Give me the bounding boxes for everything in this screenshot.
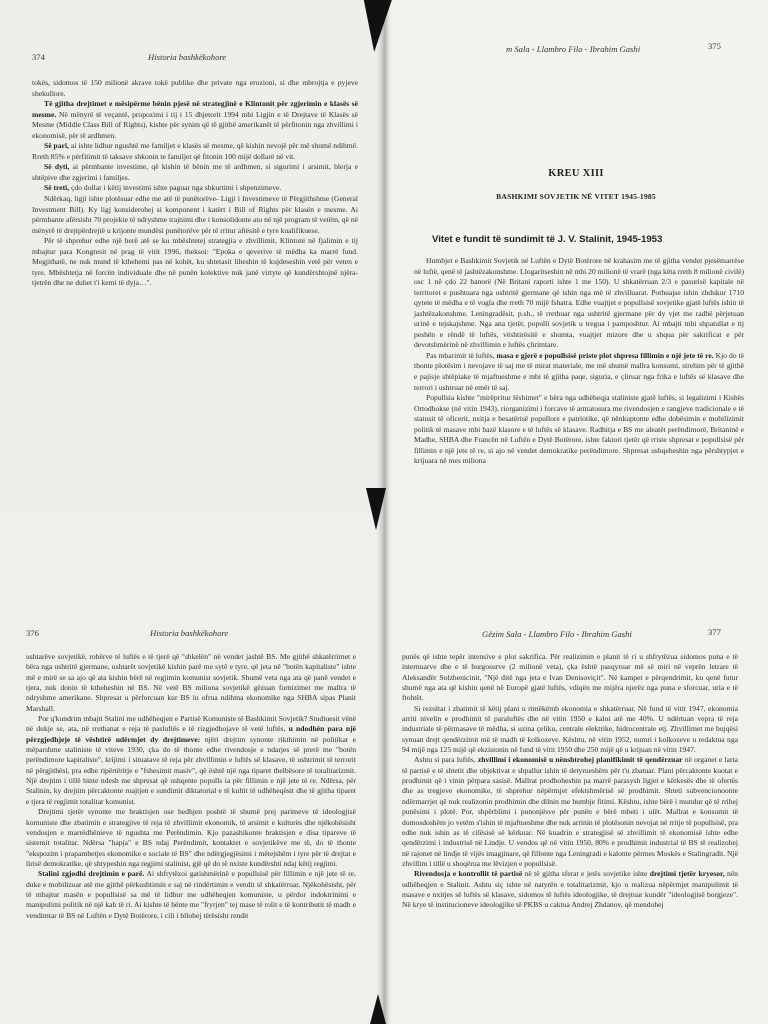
body-text <box>402 652 738 911</box>
paragraph <box>32 141 358 162</box>
body-text <box>414 256 744 467</box>
paragraph <box>32 78 358 99</box>
text-run: tokës, sidomos të 150 milionë akrave tokë publike dhe private nga erozioni, si dhe mbrojtja e pyjeve shekullore. <box>32 78 358 98</box>
paragraph <box>402 869 738 910</box>
page-header <box>0 512 384 638</box>
text-run: Ndërkaq, ligji ishte plotësuar edhe me atë të punëtorëve- Ligji i Investimeve të Përgjithshme (General Investment Bill). Ky ligj konsiderohej si komponent i katërt i Bill of Rights për klasën e mesme. Ai përmbante afërsisht 70 projekte të ndryshme trajnimi dhe i konsolidonte ato në një program të vetëm, që në mënyrë të drejtpërdrejtë u krijonte mundësi punëtorëve për të rritur aftësitë e tyre kualifikuese. <box>32 194 359 235</box>
text-run: ushtarëve sovjetikë, robërve të luftës e të tjerë që "shkelën" në vendet jashtë BS. Me gjithë shkatërrimet e bëra nga ushtritë gjermane, ushtarët sovjetikë kishin parë me sytë e tyre, që jeta në "botën kapitaliste" ishte më e mirë se sa ajo që ata kishin bërë në regjimin komunist sovjetik. Shumë veta nga ata që panë vendet e tjera, nuk donin të ktheheshin në BS. Në vetë BS miliona sovjetikë gëzuan furnizimet me mallra të ndryshme amerikane. Shpresat u përforcuan kur BS iu ofrua ndihma ekonomike nga SHBA sipas Planit Marshall. <box>26 652 356 713</box>
paragraph <box>26 652 356 714</box>
text-run: Ashtu si para luftës, <box>414 755 478 765</box>
paragraph <box>402 755 738 869</box>
paragraph <box>414 351 744 393</box>
bold-text: Së pari, <box>44 141 69 151</box>
text-run: Për të shprehur edhe një herë atë se ku mbështetej strategjia e zhvillimit, Klintoni në fjalimin e tij mbajtur para Kongresit në prag të vitit 1996, theksoi: "Epoka e qeverive të mëdha ka marrë fund. Megjithatë, ne nuk mund të kthehemi pas në kohët, ku shtetasit liheshin të kujdeseshin vetë për veten e tyre. Mbështetja në forcën individuale dhe në punën kolektive nuk janë virtyte që kundërshtojnë njëra-tjetrën dhe ne duhet t'i kemi të dyja…". <box>32 236 358 288</box>
text-run: Por q'kundrim mbajti Stalini me udhëheqjen e Partisë Komuniste të Bashkimit Sovjetik? Studiuesit vënë në dukje se, ata, në rrethanat e reja të pasluftës e të rizgjedhojave të vetë luftës, <box>26 714 356 734</box>
running-head: Gëzim Sala - Llambro Filo - Ibrahim Gashi <box>482 629 632 639</box>
text-run: Drejtimi tjetër synonte me braktisjen ose hedhjen poshtë të shumë prej parimeve të ideologjisë komuniste dhe zbatimin e strategjive të reja të zhvillimit ekonomik, të arsimit e kulturës dhe njëkohësisht vendosjen e marrëdhënieve të ngushta me Perëndimin. Kjo pazashikonte braktisjen e disa tipareve të sistemit totalitar. Ndërsa "hapja" e BS ndaj Perëndimit, kontaktet e sovjetikëve me të, do të thonte "ekspozim i prapambetjes ekonomike e sociale të BS" dhe ndërgjegjësimi i mëtejshëm i tyre për të drejtat e lirisë demokratike, që shtypeshin nga regjimi stalinist, gjë që do të nxiste kundërshti ndaj këtij regjimi. <box>26 807 356 868</box>
page-number: 377 <box>708 627 721 637</box>
bold-text: u ndodhën para një përzgjedhjeje të vështirë ndërmjet dy drejtimeve: <box>26 724 356 744</box>
paragraph <box>26 807 356 869</box>
bold-text: Të gjitha drejtimet e mësipërme bënin pjesë në strategjinë e Klintonit për zgjerimin e klasës së mesme. <box>32 99 358 119</box>
bold-text: masa e gjerë e popullsisë priste plot shpresa fillimin e një jete të re. <box>496 350 714 360</box>
page-376 <box>0 512 384 1024</box>
paragraph <box>414 256 744 351</box>
page-374 <box>0 0 384 512</box>
paragraph <box>402 652 738 704</box>
paragraph <box>414 393 744 467</box>
bold-text: Rivendosja e kontrollit të partisë <box>414 869 523 879</box>
page-number: 375 <box>708 41 721 51</box>
binding-clip-bottom <box>370 994 386 1024</box>
chapter-title: BASHKIMI SOVJETIK NË VITET 1945-1985 <box>496 192 656 201</box>
text-run: ai përmbante investime, që kishin të bënin me të ardhmen, si sigurimi i arsimit, blerja e shtëpive dhe zgjerimi i familjes. <box>32 162 358 182</box>
text-run: çdo dollar i këtij investimi ishte paguar nga shkurtimi i shpenzimeve. <box>69 183 282 193</box>
bold-text: zhvillimi i ekonomisë u nënshtrohej planifikimit të qendërzuar <box>477 755 683 765</box>
running-head: Historia bashkëkohore <box>150 628 229 638</box>
text-run: punës që ishte tepër intensive e plot sakrifica. Për realizimin e planit të ri u shfrytëzua sidomos puna e të internuarve dhe e të burgosurve (2 milionë veta), çka është pasqyruar më së miri në veprën letrare të Aleksandër Solzhenicinit, "Një ditë nga jeta e Ivan Denisoviçit". Në kampet e përqendrimit, ku qenë futur shumë nga ata që kishin qenë në Europë gjatë luftës, vdiqën me mijëra njerëz nga puna e sforcuar, uria e të ftohtët. <box>402 652 738 703</box>
page-header <box>0 0 384 62</box>
paragraph <box>32 162 358 183</box>
paragraph <box>32 236 358 289</box>
paragraph <box>32 194 358 236</box>
section-title: Vitet e fundit të sundimit të J. V. Stalinit, 1945-1953 <box>432 234 663 245</box>
body-text <box>26 652 356 921</box>
text-run: Kjo do të thonte plotësim i nevojave të saj me të mirat materiale, me më shumë mallra konsumi, strehim për të gjithë e pajisje shtëpiake të mjaftueshme e mbi të gjitha paqe, siguria, e çliruar nga frika e luftës së klasave dhe terrori i ushtruar në emër të saj. <box>414 350 744 392</box>
body-text <box>32 78 358 289</box>
running-head: Historia bashkëkohore <box>148 52 227 62</box>
page-number: 376 <box>26 628 39 638</box>
binding-clip-top <box>360 0 392 52</box>
running-head: m Sala - Llambro Filo - Ibrahim Gashi <box>506 44 641 54</box>
text-run: ai ishte lidhur ngushtë me familjet e klasës së mesme, që kishin nevojë për më shumë ndihmë. Rreth 85% e përfitimit të taksave shkonin te familjet që fitonin 100 mijë dollarë në vit. <box>32 141 358 161</box>
bold-text: drejtimi tjetër kryesor, <box>649 869 725 879</box>
text-run: Humbjet e Bashkimit Sovjetik në Luftën e Dytë Botërore në krahasim me të gjitha vendet pjesëmarrëse në luftë, qenë të jashtëzakonshme. Llogaritseshin në mbi 20 milionë të vrarë (nga këta rreth 8 milionë civilë) osc 1 në çdo 22 banorë (Në Britani raporti ishte 1 me 150). U shkatërruan 2/3 e pasurisë kapitale në territoret e pushtuara nga ushtritë gjermane që ishin nga më të zhvilluarat. Pothuajse ishin zhdukur 1710 qytete të mëdha e të vogla dhe rreth 70 mijë fshatra. Edhe vuajtjet e popullsisë sovjetike gjatë luftës ishin të jashtëzakonshme. Leningradësit, p.sh., të rrethuar nga ushtritë gjermane për dy vjet me radhë përjetuan urinë e tejskajshme. Nga ana tjetër, populli sovjetik u tregua i pamposhtur. Ai mbajti mbi shpatullat e tij peshën e rëndë të luftës, vështirësitë e shumta, vuajtjet mizore dhe u shqua për sakrificat e për devotshmërinë në zhvillimin e luftës çlirimtare. <box>414 256 745 350</box>
text-run: Pas mbarimit të luftës, <box>426 350 497 360</box>
binding-clip-middle <box>366 488 386 530</box>
bold-text: Së dyti, <box>44 162 70 172</box>
paragraph <box>32 183 358 194</box>
text-run: Si rezultat i zbatimit të këtij plani u rimëkëmb ekonomia e shkatërruar. Në fund të vitit 1947, ekonomia arriti nivelin e prodhimit të paraluftës dhe në vitin 1950 e kaloi atë me 40%. U ndërtuan vepra të reja industriale të përmasave të mëdha, si uzina çeliku, centrale elektrike, hidrocentrale etj. Zhvillimet me bujqësi synuan drejt qendërzimit më të madh të kolkozeve. Kështu, në vitin 1952, numri i kolkozeve u redaktua nga 94 mijë nga 125 mijë që ekzistonin në fund të vitit 1950 dhe 250 mijë që u krijuan në vitin 1947. <box>402 703 738 755</box>
chapter-number: KREU XIII <box>548 168 604 179</box>
text-run: njëri drejtim synonte rikthimin në politikat e mëparshme staliniste të viteve 1930, çka do të thonte edhe rivendosje e ndarjes së prerë me "botën perëndimore kapitaliste", krijimi i situatave të reja për zhvillimin e luftës së klasave, të ushtrimit të terrorit në përgjithësi, pra edhe ripërtëritje e "fshesimit masiv", që është një nga tiparet thelbësore të totalitarizmit. Një drejtim i tillë binte ndesh me shpresat që ushqente populls ia për fillimin e një jete të re. Ndërsa, për Stalinin, ky drejtim përcaktonte ruajtjen e sundimit diktatorial e të kultit të udhëheqësit dhe të gjitha tiparet e tjera të regjimit totalitar komunist. <box>26 734 356 806</box>
page-375 <box>384 0 768 512</box>
bold-text: Stalini zgjodhi drejtimin e parë. <box>38 869 145 879</box>
paragraph <box>32 99 358 141</box>
text-run: në të gjitha sferat e jetës sovjetike ishte <box>522 869 650 879</box>
bold-text: Së treti, <box>44 183 70 193</box>
page-header <box>384 0 768 54</box>
text-run: nën udhëheqjen e Stalinit. Ashtu siç ishte në natyrën e totalitarizmit, kjo u realizua nëpërmjet manipulimit të masave e nxitjes së luftës së klasave, sidomos të luftës ideologjike, të drejtuar kundër "ideologjisë borgjeze". Në krye të institucioneve ideologjike të PKBS u caktua Andrej Zhdanov, që mendohej <box>402 869 738 910</box>
paragraph <box>26 869 356 921</box>
text-run: Ai shfrytëzoi gatishmërinë e popullsisë për fillimin e një jete të re, duke e mobilizuar atë me gjithë përkushtimin e saj në rindërtimin e vendit të shkatërruar. Njëkohësisht, për të mbajtur masën e popullsisë sa më të lidhur me udhëheqjen komuniste, u përdor indoktrinimi e manipulimi politik në një kah të ri. Ai kishte të bënte me "fryrjen" tej mase të rolit e të kontributit të madh e vendimtar të BS në Luftën e Dytë Botërore, i cili i bllohej tërësisht rendit <box>26 869 356 920</box>
paragraph <box>26 714 356 807</box>
text-run: Në mënyrë të veçantë, propozimi i tij i 15 dhjetorit 1994 mbi Ligjin e të Drejtave të Klasës së Mesme (Middle Class Bill of Rights), kishte për synim që të gjithë amerikanët të përfitonin nga zhvillimi i ekonomisë, për të ardhmen. <box>32 109 358 140</box>
page-number: 374 <box>32 52 45 62</box>
page-377 <box>384 512 768 1024</box>
paragraph <box>402 704 738 756</box>
text-run: Popullsia kishte "mirëpritur lëshimet" e bëra nga udhëheqja staliniste gjatë luftës, si legalizimi i Kishës Ortodhokse (në vitin 1943), riorganizimi i forcave të armatosura me rivendosjen e rangjeve tradicionale e të statusit të oficerit, nxitja e besatërisë popullore e patriotike, që nënkuptonte edhe dobësimin e mobilizimit politik të masave mbi bazë klasore e të luftës së klasave. Radhitja e BS me aleatët perëndimorë, Britaninë e Madhe, SHBA dhe Francën në Luftën e Dytë Botërore, ishte faktori tjetër që rriste shpresat e popullsisë për fillimin e një jete të re, si ajo në vendet demokratike perëndimore. Shpresat ushqeheshin nga përshtypjet e krijuara në mes miliona <box>414 393 744 466</box>
text-run: në organet e larta të partisë e të shtetit dhe objektivat e shpallur ishin të detyrueshëm për t'u zbatuar. Plani përcaktonte kuotat e prodhimit që i vinin përpara sasisë. Mallrat prodhoheshin pa marrë parasysh ligjet e kërkesës dhe të ofertës dhe as tregjeve ekonomike, të shprehur nëpërmjet efektshmërisë së prodhimit. Shteti subvencionoonte ndërmarrjet që nuk realizonin prodhimin dhe dilnin me humbje fitimi. Kështu, ishte bërë i mundur që të rrihej punësimi i plotë. Por, shpërblimi i punonjësve për punën e bërë mbeti i ulët. Mallrat e konsumit të domosdoshëm jo vetëm s'ishin të mjaftueshme dhe nuk arrinin të plotësonin nevojat në rritje të popullsisë, pra edhe nuk ishin as të cilësisë së kërkuar. Në kuadrin e strategjisë së zhvillimit të ekonomisë ishte edhe qendërzimi i industrisë në Lindje. U vendos që në vitin 1950, 80% e prodhimit industrial të BS të realizohej në rajonet në lindje të vijës imagjinare, që fillonte nga Leningradi e kalonte përmes Moskës e Stalingradit. Një zhvillim i tillë u shoqërua me lëvizjen e popullsisë. <box>402 755 738 868</box>
page-header <box>384 512 768 639</box>
